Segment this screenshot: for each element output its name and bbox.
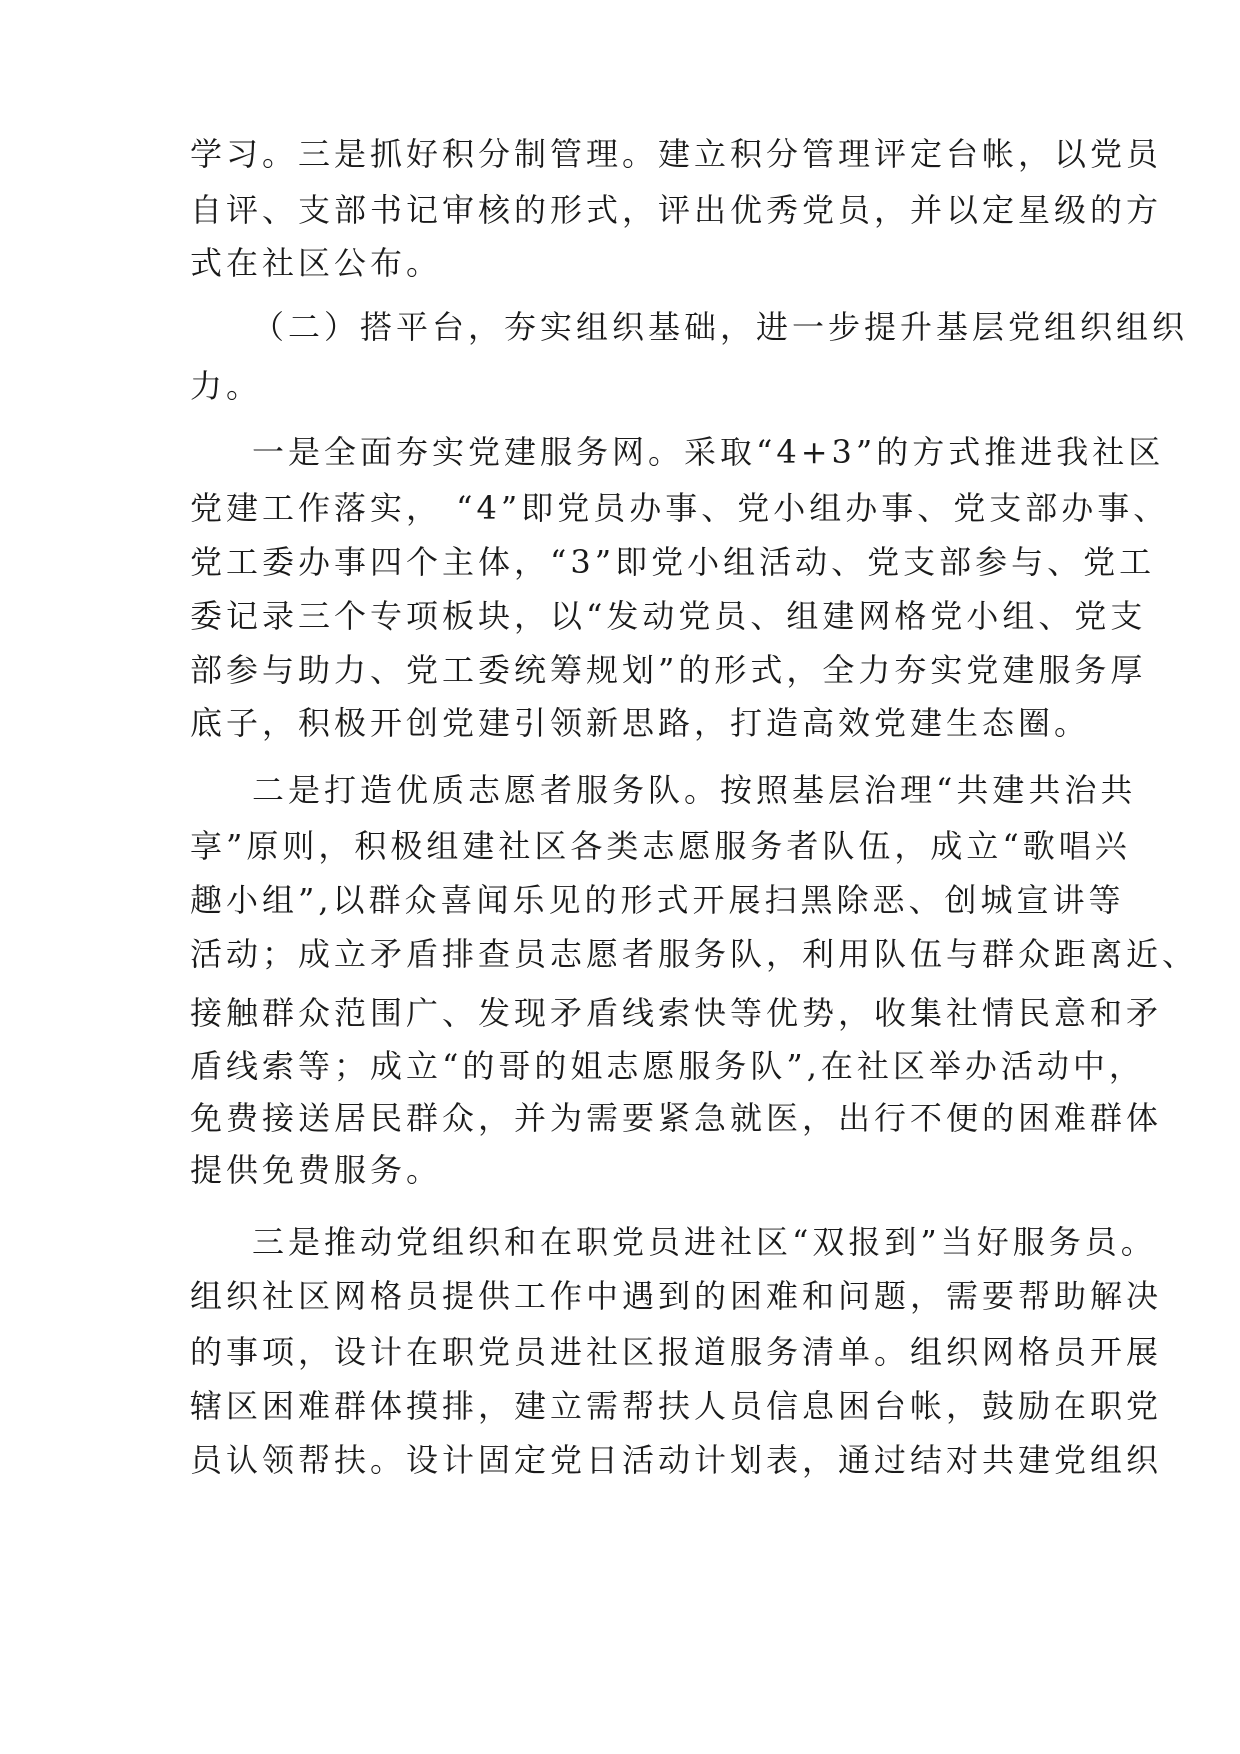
- paragraph-1-line-2: 自评、支部书记审核的形式，评出优秀党员，并以定星级的方: [190, 191, 1163, 229]
- paragraph-5-line-2: 组织社区网格员提供工作中遇到的困难和问题，需要帮助解决: [190, 1277, 1163, 1315]
- paragraph-5-line-5: 员认领帮扶。设计固定党日活动计划表，通过结对共建党组织: [190, 1441, 1163, 1479]
- paragraph-5-line-1: 三是推动党组织和在职党员进社区“双报到”当好服务员。: [252, 1223, 1157, 1261]
- paragraph-3-line-4: 委记录三个专项板块，以“发动党员、组建网格党小组、党支: [190, 597, 1147, 635]
- paragraph-4-line-8: 提供免费服务。: [190, 1151, 443, 1189]
- paragraph-4-line-3: 趣小组”,以群众喜闻乐见的形式开展扫黑除恶、创城宣讲等: [190, 881, 1125, 919]
- paragraph-3-line-3: 党工委办事四个主体，“3”即党小组活动、党支部参与、党工: [190, 543, 1156, 581]
- paragraph-4-line-2: 享”原则，积极组建社区各类志愿服务者队伍，成立“歌唱兴: [190, 827, 1131, 865]
- paragraph-3-line-1: 一是全面夯实党建服务网。采取“4+3”的方式推进我社区: [252, 433, 1165, 471]
- paragraph-4-line-6: 盾线索等；成立“的哥的姐志愿服务队”,在社区举办活动中，: [190, 1047, 1145, 1085]
- paragraph-4-line-4: 活动；成立矛盾排查员志愿者服务队，利用队伍与群众距离近、: [190, 935, 1199, 973]
- paragraph-3-line-5: 部参与助力、党工委统筹规划”的形式，全力夯实党建服务厚: [190, 651, 1147, 689]
- section-heading-line-1: （二）搭平台，夯实组织基础，进一步提升基层党组织组织: [252, 308, 1189, 346]
- paragraph-5-line-4: 辖区困难群体摸排，建立需帮扶人员信息困台帐，鼓励在职党: [190, 1387, 1163, 1425]
- paragraph-4-line-5: 接触群众范围广、发现矛盾线索快等优势，收集社情民意和矛: [190, 994, 1163, 1032]
- paragraph-3-line-6: 底子，积极开创党建引领新思路，打造高效党建生态圈。: [190, 704, 1091, 742]
- paragraph-1-line-1: 学习。三是抓好积分制管理。建立积分管理评定台帐，以党员: [190, 135, 1163, 173]
- section-heading-line-2: 力。: [190, 367, 263, 405]
- paragraph-5-line-3: 的事项，设计在职党员进社区报道服务清单。组织网格员开展: [190, 1333, 1163, 1371]
- paragraph-1-line-3: 式在社区公布。: [190, 244, 443, 282]
- paragraph-4-line-7: 免费接送居民群众，并为需要紧急就医，出行不便的困难群体: [190, 1099, 1163, 1137]
- paragraph-3-line-2: 党建工作落实， “4”即党员办事、党小组办事、党支部办事、: [190, 489, 1170, 527]
- paragraph-4-line-1: 二是打造优质志愿者服务队。按照基层治理“共建共治共: [252, 771, 1137, 809]
